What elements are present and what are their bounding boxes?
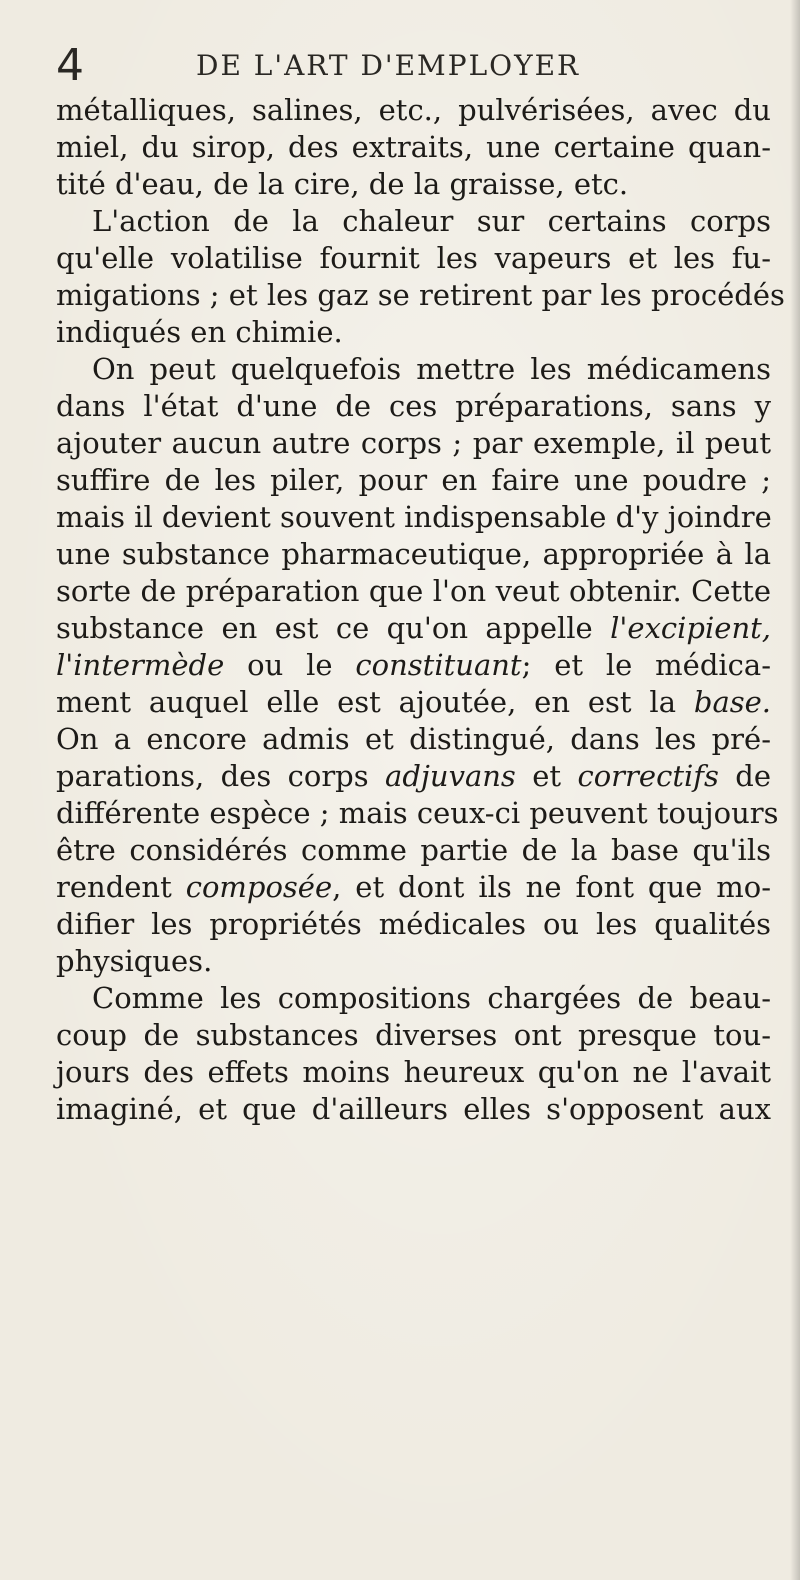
text-line [56,647,771,684]
text-line: sorte de préparation que l'on veut obtenir. Cette [56,574,771,608]
text-line [56,869,771,906]
text-run: ou le [247,648,333,682]
italic-term-correctifs: correctifs [577,759,719,793]
text-run: , et dont ils ne font que mo- [332,870,772,904]
text-line: L'action de la chaleur sur certains corps [92,204,771,238]
text-line: indiqués en chimie. [56,315,343,349]
text-line: On peut quelquefois mettre les médicamens [92,352,771,386]
italic-term-intermede: l'intermède [56,648,225,682]
text-line: différente espèce ; mais ceux-ci peuvent toujours [56,796,779,830]
text-line: dans l'état d'une de ces préparations, sans y [56,389,771,423]
text-line: tité d'eau, de la cire, de la graisse, etc. [56,167,629,201]
text-line: métalliques, salines, etc., pulvérisées, avec du [56,93,771,127]
text-line [56,684,771,721]
text-run: substance en est ce qu'on appelle [56,611,593,645]
text-line: une substance pharmaceutique, appropriée à la [56,537,771,571]
text-line [56,610,771,647]
text-line: On a encore admis et distingué, dans les pré- [56,722,771,756]
text-line: physiques. [56,944,213,978]
text-line: coup de substances diverses ont presque tou- [56,1018,771,1052]
text-line: difier les propriétés médicales ou les qualités [56,907,771,941]
text-run: parations, des corps [56,759,369,793]
text-line: être considérés comme partie de la base qu'ils [56,833,771,867]
page-edge-shadow [790,0,800,1580]
page-number: 4 [56,40,84,91]
text-line: imaginé, et que d'ailleurs elles s'opposent aux [56,1092,771,1126]
italic-term-constituant: constituant [355,648,522,682]
running-title: DE L'ART D'EMPLOYER [196,49,581,82]
italic-term-base: base. [693,685,771,719]
text-run: rendent [56,870,172,904]
text-run: et [532,759,562,793]
text-line: jours des effets moins heureux qu'on ne l'avait [56,1055,771,1089]
text-run: ; et le médica- [521,648,772,682]
text-run: de [735,759,772,793]
italic-term-excipient: l'excipient, [610,611,771,645]
text-line: suffire de les piler, pour en faire une poudre ; [56,463,771,497]
italic-term-adjuvans: adjuvans [385,759,516,793]
text-line: mais il devient souvent indispensable d'y joindre [56,500,772,534]
text-line: miel, du sirop, des extraits, une certaine quan- [56,130,771,164]
text-run: ment auquel elle est ajoutée, en est la [56,685,676,719]
body-text [56,92,785,1128]
text-line: migations ; et les gaz se retirent par les procédés [56,278,785,312]
text-line [56,758,771,795]
page-header [56,40,756,92]
text-line: ajouter aucun autre corps ; par exemple, il peut [56,426,771,460]
text-line: Comme les compositions chargées de beau- [92,981,771,1015]
text-line: qu'elle volatilise fournit les vapeurs et les fu- [56,241,771,275]
italic-term-composee: composée [185,870,333,904]
